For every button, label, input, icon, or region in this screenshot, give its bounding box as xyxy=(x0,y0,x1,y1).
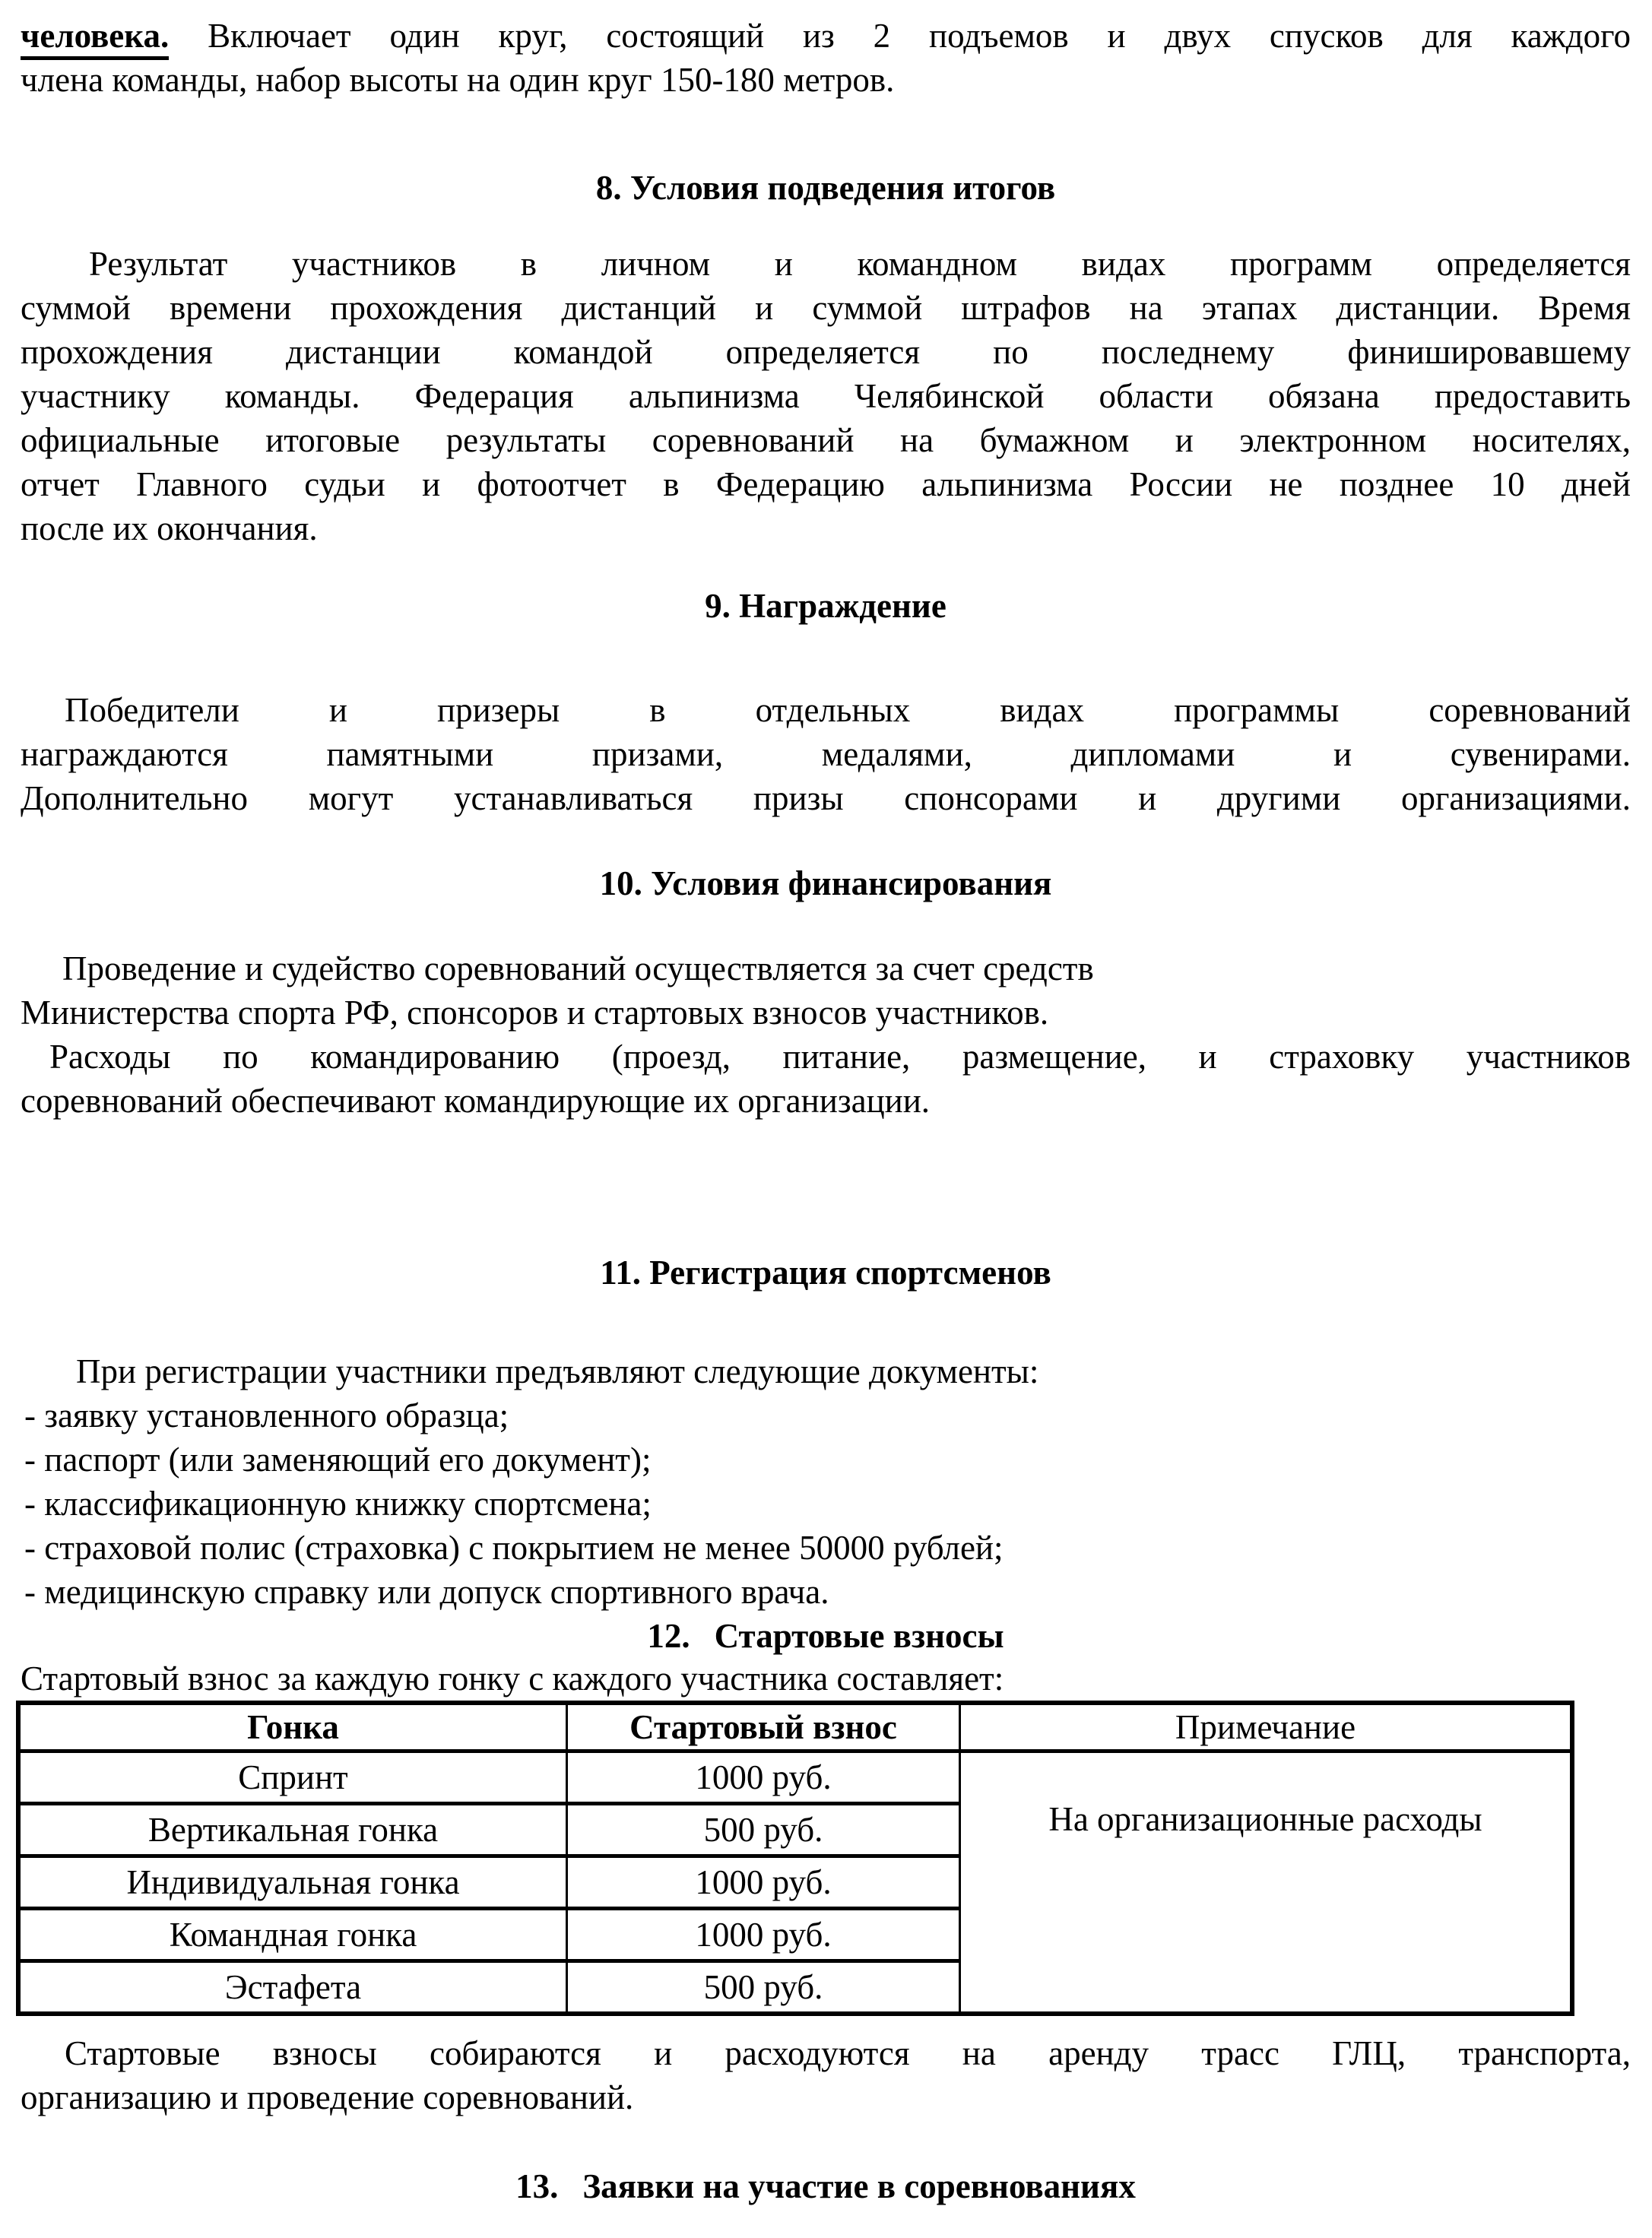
section-8-line-6: отчет Главного судьи и фотоотчет в Федерацию альпинизма России не позднее 10 дней xyxy=(21,465,1631,503)
section-10-line-2: Министерства спорта РФ, спонсоров и стартовых взносов участников. xyxy=(21,994,1049,1032)
list-item-medical: - медицинскую справку или допуск спортивного врача. xyxy=(24,1573,829,1611)
list-item-passport: - паспорт (или заменяющий его документ); xyxy=(24,1441,652,1479)
list-item-insurance: - страховой полис (страховка) с покрытием не менее 50000 рублей; xyxy=(24,1529,1004,1567)
list-item-application: - заявку установленного образца; xyxy=(24,1396,509,1434)
section-13-title: Заявки на участие в соревнованиях xyxy=(582,2167,1136,2205)
lead-word-underlined: человека. xyxy=(21,17,169,60)
section-8-line-5: официальные итоговые результаты соревнований на бумажном и электронном носителях, xyxy=(21,421,1631,459)
section-9-paragraph xyxy=(21,688,1631,820)
start-fees-table xyxy=(16,1701,1574,2016)
section-11-heading: 11. Регистрация спортсменов xyxy=(600,1254,1051,1292)
header-note: Примечание xyxy=(960,1703,1573,1751)
paragraph-intro-line-2: члена команды, набор высоты на один круг 150-180 метров. xyxy=(21,61,895,99)
section-8-line-2: суммой времени прохождения дистанций и суммой штрафов на этапах дистанции. Время xyxy=(21,289,1631,327)
section-8-line-4: участнику команды. Федерация альпинизма Челябинской области обязана предоставить xyxy=(21,377,1631,415)
section-9-line-2: награждаются памятными призами, медалями, дипломами и сувенирами. xyxy=(21,735,1631,773)
section-8-line-1: Результат участников в личном и командном видах программ определяется xyxy=(89,245,1631,283)
section-9-line-3: Дополнительно могут устанавливаться призы спонсорами и другими организациями. xyxy=(21,779,1631,817)
section-10-heading: 10. Условия финансирования xyxy=(599,864,1052,902)
table-header-row xyxy=(18,1703,1572,1751)
cell-fee-vertical: 500 руб. xyxy=(567,1804,960,1856)
list-item-classification-book: - классификационную книжку спортсмена; xyxy=(24,1485,652,1523)
cell-race-team: Командная гонка xyxy=(18,1909,567,1961)
cell-race-relay: Эстафета xyxy=(18,1961,567,2015)
cell-fee-team: 1000 руб. xyxy=(567,1909,960,1961)
cell-fee-sprint: 1000 руб. xyxy=(567,1751,960,1804)
header-fee: Стартовый взнос xyxy=(567,1703,960,1751)
section-8-heading: 8. Условия подведения итогов xyxy=(595,169,1056,207)
section-12-number: 12. xyxy=(647,1617,690,1655)
paragraph-intro xyxy=(21,14,1631,102)
section-10-line-4: соревнований обеспечивают командирующие их организации. xyxy=(21,1082,931,1120)
section-12-title: Стартовые взносы xyxy=(714,1617,1004,1655)
paragraph-intro-line-1-rest: Включает один круг, состоящий из 2 подъемов и двух спусков для каждого xyxy=(208,17,1631,55)
section-10-line-1: Проведение и судейство соревнований осуществляется за счет средств xyxy=(62,949,1094,987)
section-10-line-3: Расходы по командированию (проезд, питание, размещение, и страховку участников xyxy=(49,1038,1631,1076)
note-text: На организационные расходы xyxy=(1048,1800,1482,1838)
cell-fee-relay: 500 руб. xyxy=(567,1961,960,2015)
section-9-line-1: Победители и призеры в отдельных видах программы соревнований xyxy=(65,691,1631,729)
section-8-paragraph xyxy=(21,242,1631,550)
section-8-line-3: прохождения дистанции командой определяется по последнему финишировавшему xyxy=(21,333,1631,371)
table-row xyxy=(18,1751,1572,1804)
section-8-line-7: после их окончания. xyxy=(21,509,318,547)
cell-fee-individual: 1000 руб. xyxy=(567,1856,960,1909)
fees-table-intro: Стартовый взнос за каждую гонку с каждого участника составляет: xyxy=(21,1659,1004,1698)
cell-race-sprint: Спринт xyxy=(18,1751,567,1804)
section-11-document-list xyxy=(21,1393,1631,1614)
section-10-paragraph xyxy=(21,946,1631,1123)
section-12-heading xyxy=(21,1614,1631,1658)
section-12-paragraph xyxy=(21,2031,1631,2119)
section-12-line-1: Стартовые взносы собираются и расходуются на аренду трасс ГЛЦ, транспорта, xyxy=(65,2034,1631,2072)
section-13-number: 13. xyxy=(515,2167,559,2205)
section-12-line-2: организацию и проведение соревнований. xyxy=(21,2078,634,2116)
header-race: Гонка xyxy=(18,1703,567,1751)
section-9-heading: 9. Награждение xyxy=(705,587,946,625)
section-11-intro: При регистрации участники предъявляют следующие документы: xyxy=(76,1352,1039,1390)
cell-race-vertical: Вертикальная гонка xyxy=(18,1804,567,1856)
paragraph-intro-line-1 xyxy=(21,14,1631,58)
cell-note-merged xyxy=(960,1751,1573,2015)
section-13-heading xyxy=(21,2164,1631,2208)
cell-race-individual: Индивидуальная гонка xyxy=(18,1856,567,1909)
